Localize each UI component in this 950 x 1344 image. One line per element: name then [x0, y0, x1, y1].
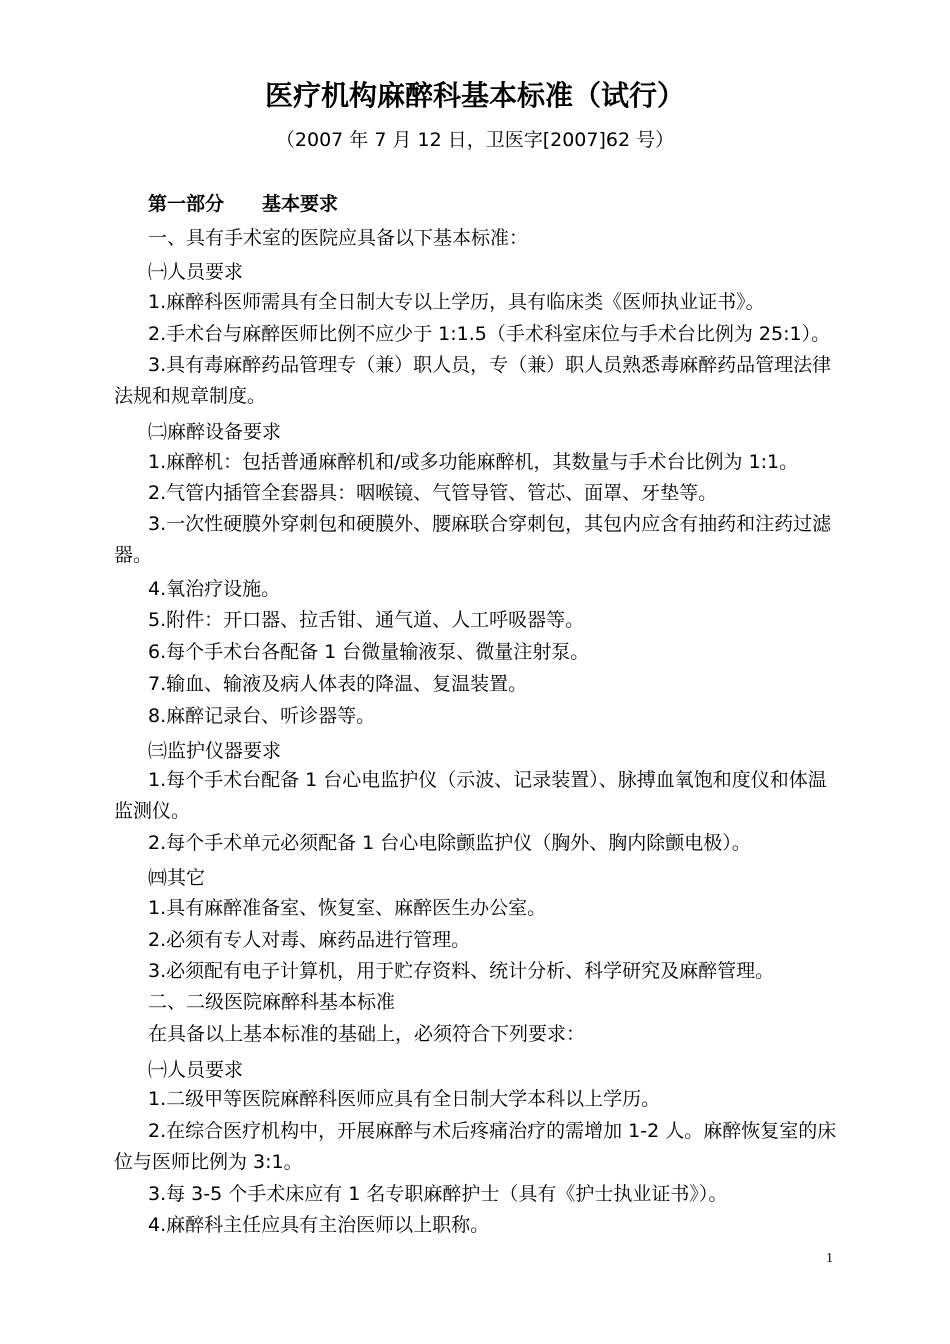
section-heading: 一、具有手术室的医院应具备以下基本标准： [148, 227, 529, 249]
subsection-heading: ㈠人员要求 [148, 261, 244, 283]
body-line: 2.必须有专人对毒、麻药品进行管理。 [148, 929, 471, 951]
body-line-continuation: 器。 [114, 544, 153, 566]
body-line: 5.附件：开口器、拉舌钳、通气道、人工呼吸器等。 [148, 609, 585, 631]
body-line-continuation: 监测仪。 [114, 800, 191, 822]
subsection-heading: ㈢监护仪器要求 [148, 740, 282, 762]
body-line: 7.输血、输液及病人体表的降温、复温装置。 [148, 673, 528, 695]
body-line: 3.一次性硬膜外穿刺包和硬膜外、腰麻联合穿刺包，其包内应含有抽药和注药过滤 [148, 513, 832, 535]
body-line-continuation: 法规和规章制度。 [114, 385, 267, 407]
body-line: 2.手术台与麻醉医师比例不应少于 1:1.5（手术科室床位与手术台比例为 25:1）。 [148, 323, 831, 345]
body-line: 3.具有毒麻醉药品管理专（兼）职人员，专（兼）职人员熟悉毒麻醉药品管理法律 [148, 354, 832, 376]
document-title: 医疗机构麻醉科基本标准（试行） [264, 79, 685, 112]
body-line: 4.麻醉科主任应具有主治医师以上职称。 [148, 1214, 490, 1236]
body-line-continuation: 位与医师比例为 3:1。 [114, 1151, 303, 1173]
body-line: 1.麻醉科医师需具有全日制大专以上学历，具有临床类《医师执业证书》。 [148, 291, 765, 313]
body-line: 2.气管内插管全套器具：咽喉镜、气管导管、管芯、面罩、牙垫等。 [148, 482, 718, 504]
part-heading: 第一部分 基本要求 [148, 193, 339, 215]
body-line: 2.在综合医疗机构中，开展麻醉与术后疼痛治疗的需增加 1-2 人。麻醉恢复室的床 [148, 1120, 837, 1142]
body-line: 1.每个手术台配备 1 台心电监护仪（示波、记录装置）、脉搏血氧饱和度仪和体温 [148, 769, 827, 791]
subsection-heading: ㈠人员要求 [148, 1059, 244, 1081]
body-line: 1.二级甲等医院麻醉科医师应具有全日制大学本科以上学历。 [148, 1088, 661, 1110]
body-line: 3.必须配有电子计算机，用于贮存资料、统计分析、科学研究及麻醉管理。 [148, 960, 775, 982]
subsection-heading: ㈣其它 [148, 867, 206, 889]
body-line: 1.麻醉机：包括普通麻醉机和/或多功能麻醉机，其数量与手术台比例为 1:1。 [148, 451, 799, 473]
body-line: 3.每 3-5 个手术床应有 1 名专职麻醉护士（具有《护士执业证书》）。 [148, 1183, 728, 1205]
section-heading: 二、二级医院麻醉科基本标准 [148, 991, 396, 1013]
body-line: 在具备以上基本标准的基础上，必须符合下列要求： [148, 1023, 586, 1045]
document-subtitle: （2007 年 7 月 12 日，卫医字[2007]62 号） [275, 129, 675, 151]
body-line: 1.具有麻醉准备室、恢复室、麻醉医生办公室。 [148, 897, 547, 919]
body-line: 4.氧治疗设施。 [148, 578, 281, 600]
subsection-heading: ㈡麻醉设备要求 [148, 421, 282, 443]
body-line: 2.每个手术单元必须配备 1 台心电除颤监护仪（胸外、胸内除颤电极）。 [148, 832, 751, 854]
body-line: 8.麻醉记录台、听诊器等。 [148, 705, 376, 727]
body-line: 6.每个手术台各配备 1 台微量输液泵、微量注射泵。 [148, 641, 590, 663]
page-number: 1 [826, 1251, 833, 1266]
